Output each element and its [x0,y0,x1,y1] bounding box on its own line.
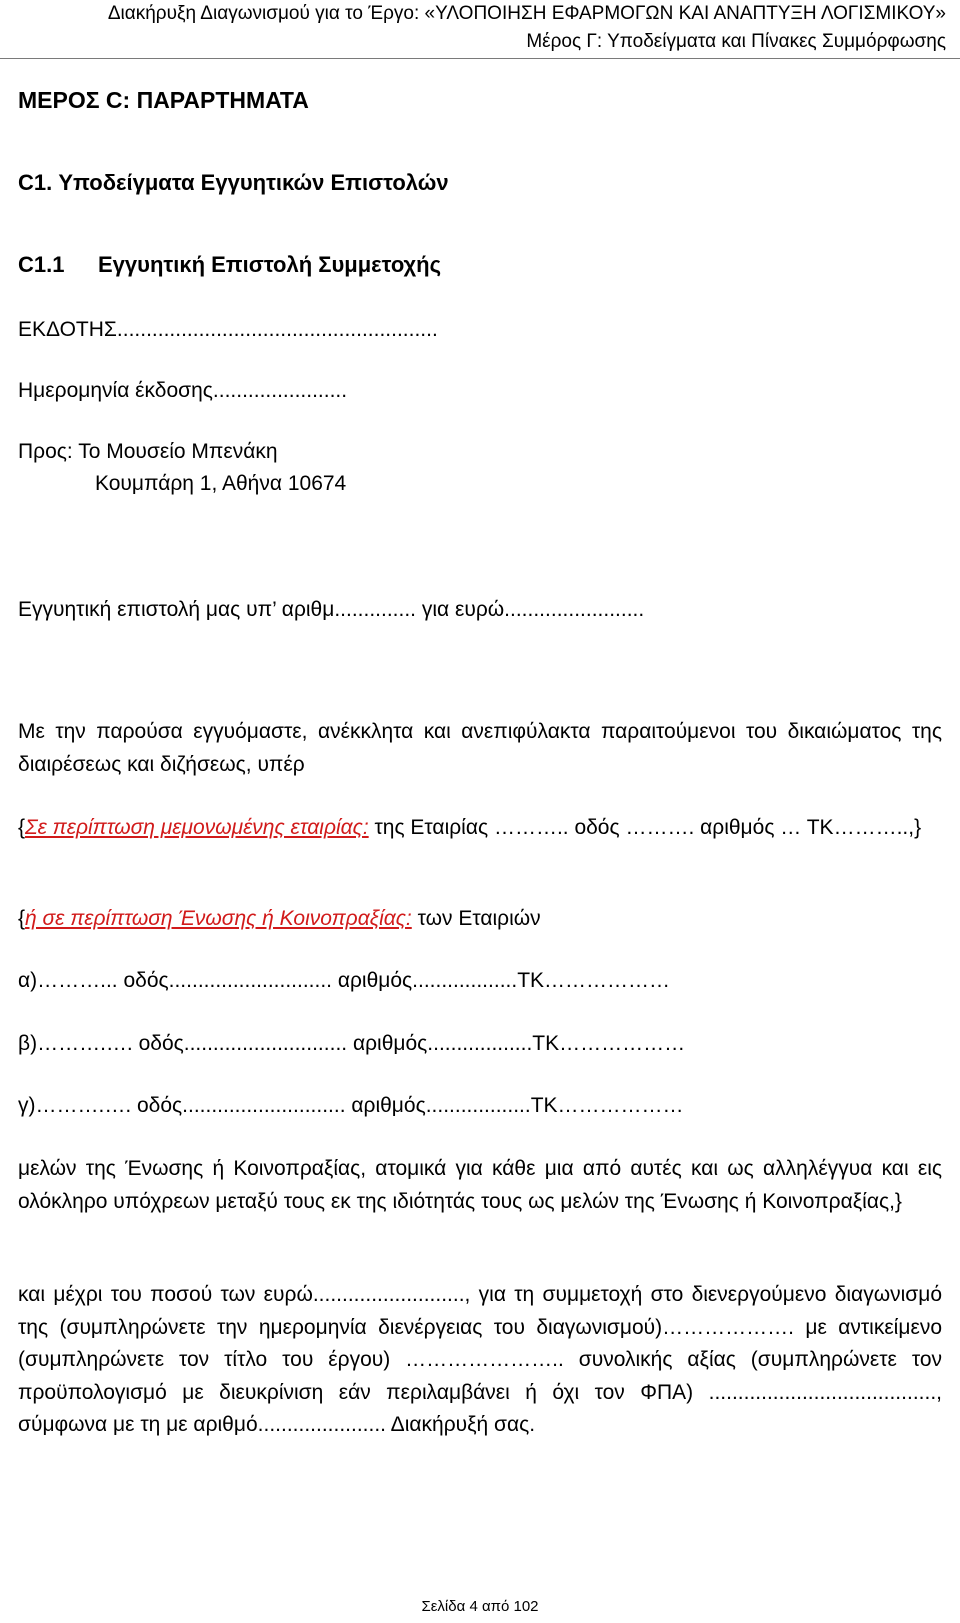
brace-open: { [18,816,26,839]
subsubsection-title: Εγγυητική Επιστολή Συμμετοχής [98,252,442,277]
member-a-line: α)………... οδός............................ αριθμός..................ΤΚ……………… [18,969,671,992]
subsubsection-heading [18,251,441,279]
subsection-heading [18,169,449,197]
single-company-label: Σε περίπτωση μεμονωμένης εταιρίας: [25,816,369,839]
subsection-title: Υποδείγματα Εγγυητικών Επιστολών [58,170,449,195]
page-header [18,0,946,56]
subsection-number: C1. [18,170,53,195]
members-paragraph: μελών της Ένωσης ή Κοινοπραξίας, ατομικά για κάθε μια από αυτές και ως αλληλέγγυα και εις ολόκληρο υπόχρεων μεταξύ τους εκ της ιδιότητάς τους ως μελών της Ένωσης ή Κοινοπραξίας,} [18,1157,942,1213]
section-title: ΜΕΡΟΣ C: ΠΑΡΑΡΤΗΜΑΤΑ [18,87,309,113]
issuer-field: ΕΚΔΟΤΗΣ....................................................... [18,318,438,341]
consortium-label: ή σε περίπτωση Ένωσης ή Κοινοπραξίας: [25,907,412,930]
header-subtitle: Μέρος Γ: Υποδείγματα και Πίνακες Συμμόρφωσης [526,31,946,52]
recipient-address: Κουμπάρη 1, Αθήνα 10674 [95,472,347,495]
consortium-paragraph [18,905,541,933]
header-title: Διακήρυξη Διαγωνισμού για το Έργο: «ΥΛΟΠΟΙΗΣΗ ΕΦΑΡΜΟΓΩΝ ΚΑΙ ΑΝΑΠΤΥΞΗ ΛΟΓΙΣΜΙΚΟΥ» [107,3,946,24]
amount-paragraph: και μέχρι του ποσού των ευρώ.........................., για τη συμμετοχή στο διενεργούμενο διαγωνισμό της (συμπληρώνετε την ημερομηνία διενέργειας του διαγωνισμού)………………. με αντικείμενο (συμπληρώνετε τον τίτλο του έργου) ………………….. συνολικής αξίας (συμπληρώνετε τον προϋπολογισμό με διευκρίνιση εάν περιλαμβάνει ή όχι τον ΦΠΑ) ......................................., σύμφωνα με τη με αριθμό...................... Διακήρυξή σας. [18,1283,942,1436]
single-company-text: της Εταιρίας ……….. οδός ………. αριθμός … ΤΚ………..,} [368,816,922,839]
member-b-line: β)……….…. οδός............................ αριθμός..................ΤΚ……………… [18,1032,686,1055]
member-c-line: γ)……….…. οδός............................ αριθμός..................ΤΚ……………… [18,1094,684,1117]
page-number: Σελίδα 4 από 102 [421,1598,539,1615]
consortium-text: των Εταιριών [411,907,541,930]
recipient-line: Προς: Το Μουσείο Μπενάκη [18,440,278,463]
intro-paragraph: Με την παρούσα εγγυόμαστε, ανέκκλητα και ανεπιφύλακτα παραιτούμενοι του δικαιώματος της διαιρέσεως και διζήσεως, υπέρ [18,720,942,776]
issue-date-field: Ημερομηνία έκδοσης....................... [18,379,348,402]
header-divider [0,58,960,59]
brace-open: { [18,907,26,930]
guarantee-reference: Εγγυητική επιστολή μας υπ’ αριθμ.............. για ευρώ........................ [18,598,645,621]
subsubsection-number: C1.1 [18,252,65,277]
single-company-paragraph [18,812,942,845]
